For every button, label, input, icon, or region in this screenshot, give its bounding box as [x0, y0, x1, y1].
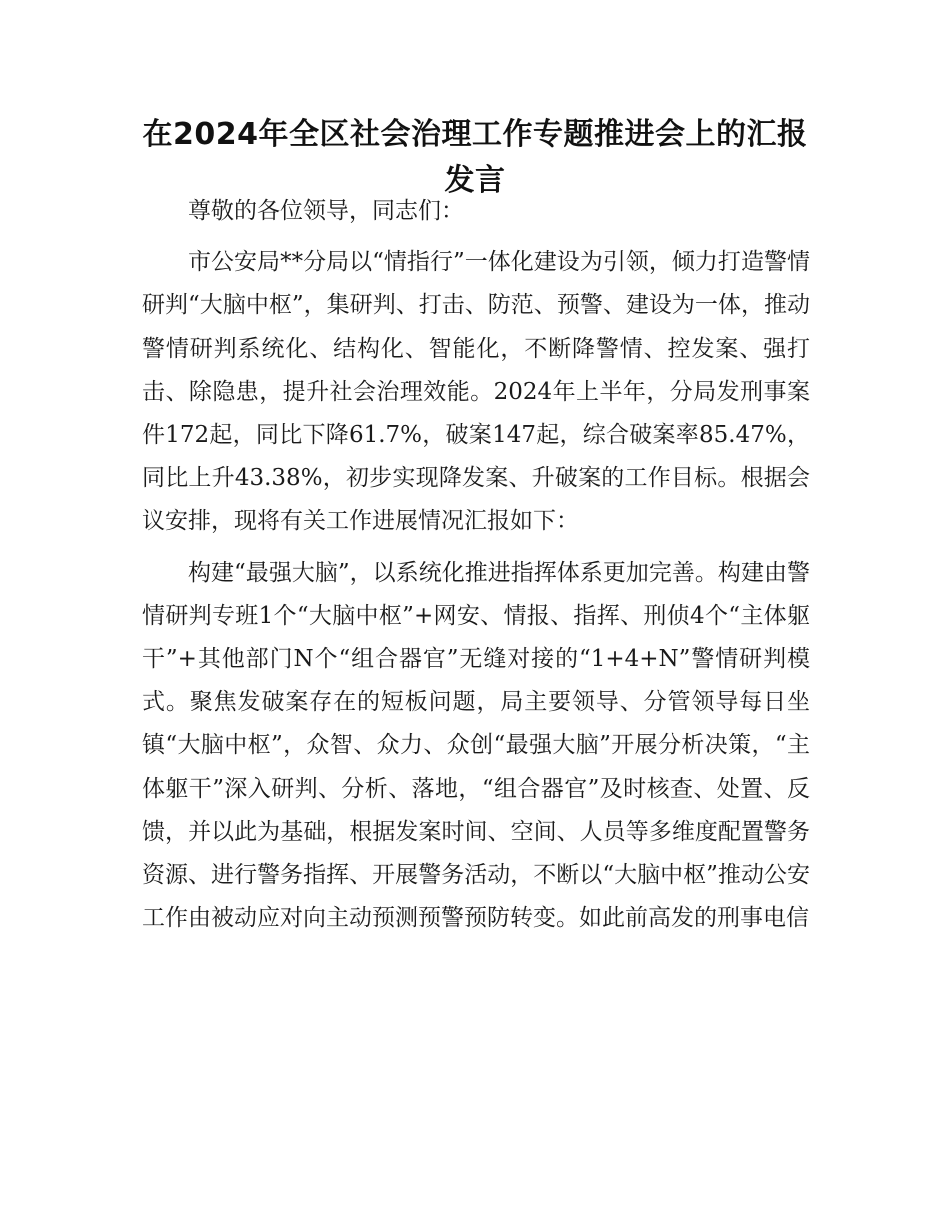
document-title: 在2024年全区社会治理工作专题推进会上的汇报发言 — [142, 117, 808, 198]
body-paragraph-2: 构建“最强大脑”，以系统化推进指挥体系更加完善。构建由警情研判专班1个“大脑中枢”+网安、情报、指挥、刑侦4个“主体躯干”+其他部门N个“组合器官”无缝对接的“1+4+N”警情研判模式。聚焦发破案存在的短板问题，局主要领导、分管领导每日坐镇“大脑中枢”，众智、众力、众创“最强大脑”开展分析决策，“主体躯干”深入研判、分析、落地，“组合器官”及时核查、处置、反馈，并以此为基础，根据发案时间、空间、人员等多维度配置警务资源、进行警务指挥、开展警务活动，不断以“大脑中枢”推动公安工作由被动应对向主动预测预警预防转变。如此前高发的刑事电信 — [142, 559, 810, 932]
body-paragraph-1: 市公安局**分局以“情指行”一体化建设为引领，倾力打造警情研判“大脑中枢”，集研判、打击、防范、预警、建设为一体，推动警情研判系统化、结构化、智能化，不断降警情、控发案、强打击、除隐患，提升社会治理效能。2024年上半年，分局发刑事案件172起，同比下降61.7%，破案147起，综合破案率85.47%，同比上升43.38%，初步实现降发案、升破案的工作目标。根据会议安排，现将有关工作进展情况汇报如下： — [142, 249, 810, 535]
document-body — [142, 190, 810, 948]
greeting-line: 尊敬的各位领导，同志们： — [188, 198, 464, 224]
